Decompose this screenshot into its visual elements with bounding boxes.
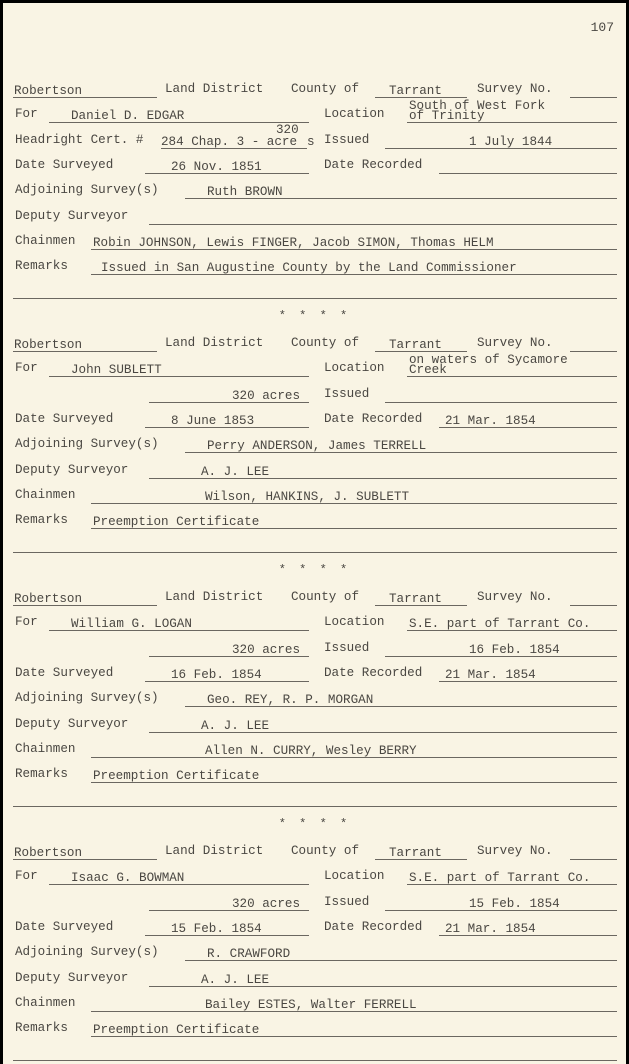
headright-tail: s bbox=[307, 134, 315, 149]
adjoining-field bbox=[185, 945, 617, 961]
survey-no-label: Survey No. bbox=[477, 82, 553, 96]
remarks-value: Preemption Certificate bbox=[93, 1023, 260, 1038]
adjoining-value: R. CRAWFORD bbox=[207, 947, 291, 962]
chainmen-value: Allen N. CURRY, Wesley BERRY bbox=[205, 743, 417, 758]
date-surveyed-label: Date Surveyed bbox=[15, 665, 114, 680]
chainmen-field bbox=[91, 996, 617, 1012]
date-recorded-field bbox=[439, 666, 617, 682]
date-surveyed-field bbox=[145, 158, 309, 174]
chainmen-value: Robin JOHNSON, Lewis FINGER, Jacob SIMON, Thomas HELM bbox=[93, 235, 494, 250]
record-row bbox=[13, 996, 617, 1012]
location-field bbox=[407, 615, 617, 631]
record-row bbox=[13, 717, 617, 733]
location-value: Creek bbox=[409, 363, 447, 378]
date-surveyed-field bbox=[145, 666, 309, 682]
record-row bbox=[13, 353, 617, 378]
record-row bbox=[13, 945, 617, 961]
land-district-field bbox=[13, 844, 157, 860]
adjoining-field bbox=[185, 691, 617, 707]
date-recorded-field bbox=[439, 412, 617, 428]
remarks-value: Preemption Certificate bbox=[93, 515, 260, 530]
record-row bbox=[13, 463, 617, 479]
location-field bbox=[407, 869, 617, 885]
headright-field bbox=[161, 122, 307, 149]
county-field bbox=[375, 336, 467, 352]
deputy-value: A. J. LEE bbox=[201, 464, 270, 479]
issued-value: 15 Feb. 1854 bbox=[469, 896, 560, 911]
adjoining-label: Adjoining Survey(s) bbox=[15, 945, 159, 960]
remarks-field bbox=[91, 259, 617, 275]
acres-amount: 320 bbox=[276, 122, 299, 137]
record-row bbox=[13, 971, 617, 987]
survey-no-label: Survey No. bbox=[477, 336, 553, 350]
county-label: County of bbox=[291, 844, 360, 858]
land-district-label: Land District bbox=[165, 844, 264, 858]
acres-value: 320 acres bbox=[232, 896, 301, 911]
record-row bbox=[13, 869, 617, 885]
acres-field bbox=[149, 641, 309, 657]
land-district-value: Robertson bbox=[14, 846, 83, 860]
grantee-field bbox=[49, 107, 309, 123]
record-row bbox=[13, 82, 617, 98]
headright-label: Headright Cert. # bbox=[15, 132, 144, 147]
issued-label: Issued bbox=[324, 386, 370, 401]
location-label: Location bbox=[324, 107, 385, 122]
remarks-value: Issued in San Augustine County by the Land Commissioner bbox=[101, 261, 517, 276]
location-value: S.E. part of Tarrant Co. bbox=[409, 871, 591, 886]
chainmen-label: Chainmen bbox=[15, 233, 76, 248]
survey-no-field bbox=[570, 590, 617, 606]
date-recorded-field bbox=[439, 158, 617, 174]
date-surveyed-field bbox=[145, 920, 309, 936]
record-separator: * * * * bbox=[278, 817, 351, 831]
record-row bbox=[13, 437, 617, 453]
record-row bbox=[13, 742, 617, 758]
land-district-value: Robertson bbox=[14, 84, 83, 98]
record-row bbox=[13, 488, 617, 504]
record-row bbox=[13, 691, 617, 707]
remarks-continuation-line bbox=[13, 806, 617, 807]
record-row bbox=[13, 99, 617, 124]
remarks-continuation-line bbox=[13, 298, 617, 299]
issued-field bbox=[385, 387, 617, 403]
deputy-field bbox=[149, 971, 617, 987]
deputy-field bbox=[149, 209, 617, 225]
remarks-continuation-line bbox=[13, 1060, 617, 1061]
survey-no-field bbox=[570, 844, 617, 860]
survey-no-label: Survey No. bbox=[477, 844, 553, 858]
grantee-value: John SUBLETT bbox=[71, 363, 162, 378]
date-surveyed-value: 8 June 1853 bbox=[171, 413, 255, 428]
date-surveyed-value: 15 Feb. 1854 bbox=[171, 921, 262, 936]
for-label: For bbox=[15, 361, 38, 376]
remarks-label: Remarks bbox=[15, 1021, 68, 1036]
record-row bbox=[13, 1021, 617, 1037]
headright-value: 284 Chap. 3 - acre bbox=[161, 134, 298, 149]
location-label: Location bbox=[324, 361, 385, 376]
record-separator: * * * * bbox=[278, 563, 351, 577]
remarks-continuation-line bbox=[13, 552, 617, 553]
for-label: For bbox=[15, 869, 38, 884]
remarks-field bbox=[91, 1021, 617, 1037]
date-recorded-field bbox=[439, 920, 617, 936]
county-value: Tarrant bbox=[389, 84, 442, 98]
date-surveyed-label: Date Surveyed bbox=[15, 157, 114, 172]
record-row bbox=[13, 259, 617, 275]
location-line1: on waters of Sycamore bbox=[409, 353, 568, 368]
record-row bbox=[13, 234, 617, 250]
record-row bbox=[13, 767, 617, 783]
adjoining-label: Adjoining Survey(s) bbox=[15, 691, 159, 706]
deputy-value: A. J. LEE bbox=[201, 972, 270, 987]
grantee-field bbox=[49, 361, 309, 377]
chainmen-value: Bailey ESTES, Walter FERRELL bbox=[205, 997, 417, 1012]
record-row bbox=[13, 412, 617, 428]
land-district-field bbox=[13, 590, 157, 606]
location-field bbox=[407, 353, 617, 378]
remarks-label: Remarks bbox=[15, 767, 68, 782]
adjoining-field bbox=[185, 437, 617, 453]
record-row bbox=[13, 387, 617, 403]
land-district-field bbox=[13, 82, 157, 98]
date-surveyed-label: Date Surveyed bbox=[15, 919, 114, 934]
date-recorded-value: 21 Mar. 1854 bbox=[445, 667, 536, 682]
county-field bbox=[375, 844, 467, 860]
land-district-field bbox=[13, 336, 157, 352]
page-number: 107 bbox=[590, 20, 614, 35]
location-field bbox=[407, 99, 617, 124]
for-label: For bbox=[15, 615, 38, 630]
record-separator: * * * * bbox=[278, 309, 351, 323]
acres-field bbox=[149, 895, 309, 911]
location-label: Location bbox=[324, 615, 385, 630]
adjoining-label: Adjoining Survey(s) bbox=[15, 183, 159, 198]
issued-value: 1 July 1844 bbox=[469, 134, 553, 149]
chainmen-value: Wilson, HANKINS, J. SUBLETT bbox=[205, 489, 410, 504]
document-page bbox=[3, 3, 626, 1064]
issued-field bbox=[385, 133, 617, 149]
chainmen-field bbox=[91, 234, 617, 250]
location-value: S.E. part of Tarrant Co. bbox=[409, 617, 591, 632]
issued-label: Issued bbox=[324, 132, 370, 147]
date-recorded-value: 21 Mar. 1854 bbox=[445, 413, 536, 428]
deputy-field bbox=[149, 463, 617, 479]
deputy-value: A. J. LEE bbox=[201, 718, 270, 733]
adjoining-value: Geo. REY, R. P. MORGAN bbox=[207, 693, 374, 708]
acres-field bbox=[149, 387, 309, 403]
adjoining-label: Adjoining Survey(s) bbox=[15, 437, 159, 452]
issued-label: Issued bbox=[324, 640, 370, 655]
issued-field bbox=[385, 641, 617, 657]
acres-value: 320 acres bbox=[232, 642, 301, 657]
land-district-value: Robertson bbox=[14, 338, 83, 352]
land-district-label: Land District bbox=[165, 590, 264, 604]
record-row bbox=[13, 122, 617, 149]
date-recorded-label: Date Recorded bbox=[324, 411, 423, 426]
date-recorded-value: 21 Mar. 1854 bbox=[445, 921, 536, 936]
location-value: of Trinity bbox=[409, 109, 485, 124]
grantee-field bbox=[49, 869, 309, 885]
record-row bbox=[13, 666, 617, 682]
remarks-field bbox=[91, 513, 617, 529]
deputy-label: Deputy Surveyor bbox=[15, 716, 129, 731]
survey-no-field bbox=[570, 82, 617, 98]
chainmen-label: Chainmen bbox=[15, 487, 76, 502]
for-label: For bbox=[15, 107, 38, 122]
adjoining-value: Perry ANDERSON, James TERRELL bbox=[207, 439, 427, 454]
record-row bbox=[13, 844, 617, 860]
county-field bbox=[375, 590, 467, 606]
county-label: County of bbox=[291, 82, 360, 96]
survey-no-label: Survey No. bbox=[477, 590, 553, 604]
record-row bbox=[13, 209, 617, 225]
deputy-field bbox=[149, 717, 617, 733]
grantee-value: Isaac G. BOWMAN bbox=[71, 871, 185, 886]
location-label: Location bbox=[324, 869, 385, 884]
grantee-value: Daniel D. EDGAR bbox=[71, 109, 185, 124]
adjoining-field bbox=[185, 183, 617, 199]
county-value: Tarrant bbox=[389, 846, 442, 860]
record-row bbox=[13, 183, 617, 199]
grantee-value: William G. LOGAN bbox=[71, 617, 192, 632]
issued-field bbox=[385, 895, 617, 911]
record-row bbox=[13, 641, 617, 657]
chainmen-field bbox=[91, 742, 617, 758]
remarks-value: Preemption Certificate bbox=[93, 769, 260, 784]
deputy-label: Deputy Surveyor bbox=[15, 208, 129, 223]
county-label: County of bbox=[291, 590, 360, 604]
deputy-label: Deputy Surveyor bbox=[15, 462, 129, 477]
date-surveyed-label: Date Surveyed bbox=[15, 411, 114, 426]
chainmen-label: Chainmen bbox=[15, 741, 76, 756]
land-district-value: Robertson bbox=[14, 592, 83, 606]
survey-no-field bbox=[570, 336, 617, 352]
record-row bbox=[13, 513, 617, 529]
record-row bbox=[13, 920, 617, 936]
issued-value: 16 Feb. 1854 bbox=[469, 642, 560, 657]
acres-value: 320 acres bbox=[232, 388, 301, 403]
county-value: Tarrant bbox=[389, 592, 442, 606]
chainmen-label: Chainmen bbox=[15, 995, 76, 1010]
record-row bbox=[13, 590, 617, 606]
date-surveyed-value: 26 Nov. 1851 bbox=[171, 159, 262, 174]
deputy-label: Deputy Surveyor bbox=[15, 970, 129, 985]
record-row bbox=[13, 336, 617, 352]
record-row bbox=[13, 615, 617, 631]
issued-label: Issued bbox=[324, 894, 370, 909]
date-recorded-label: Date Recorded bbox=[324, 919, 423, 934]
date-surveyed-field bbox=[145, 412, 309, 428]
date-surveyed-value: 16 Feb. 1854 bbox=[171, 667, 262, 682]
county-label: County of bbox=[291, 336, 360, 350]
adjoining-value: Ruth BROWN bbox=[207, 185, 283, 200]
remarks-label: Remarks bbox=[15, 259, 68, 274]
grantee-field bbox=[49, 615, 309, 631]
date-recorded-label: Date Recorded bbox=[324, 665, 423, 680]
remarks-label: Remarks bbox=[15, 513, 68, 528]
land-district-label: Land District bbox=[165, 336, 264, 350]
remarks-field bbox=[91, 767, 617, 783]
county-value: Tarrant bbox=[389, 338, 442, 352]
chainmen-field bbox=[91, 488, 617, 504]
county-field bbox=[375, 82, 467, 98]
record-row bbox=[13, 158, 617, 174]
date-recorded-label: Date Recorded bbox=[324, 157, 423, 172]
land-district-label: Land District bbox=[165, 82, 264, 96]
location-line1: South of West Fork bbox=[409, 99, 546, 114]
record-row bbox=[13, 895, 617, 911]
